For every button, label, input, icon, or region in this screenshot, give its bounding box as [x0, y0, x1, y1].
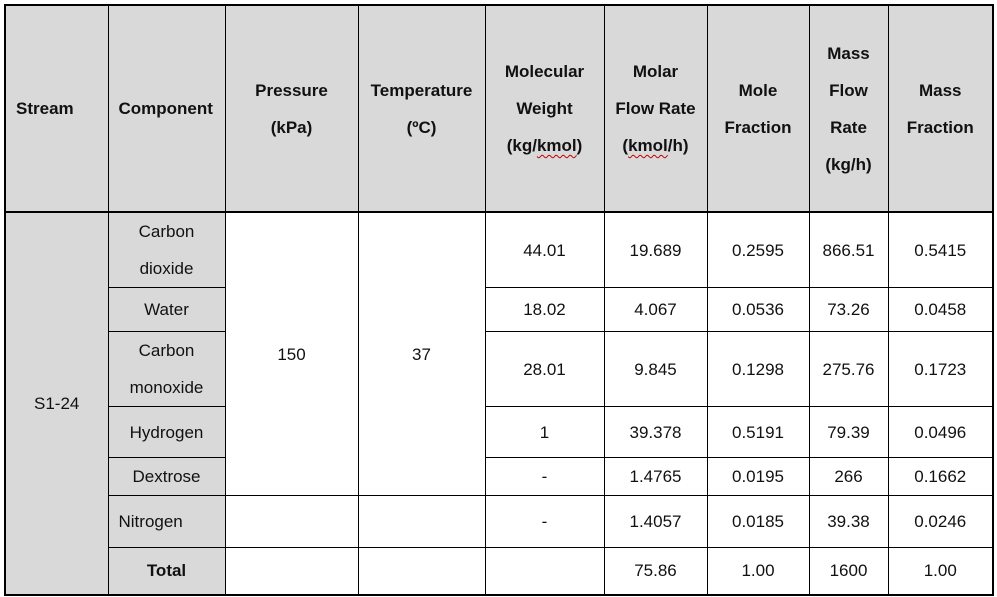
mw-cell: -: [485, 458, 604, 496]
mass-fraction-cell: 0.1723: [888, 332, 993, 407]
total-mass-fraction: 1.00: [888, 548, 993, 595]
molar-flow-cell: 19.689: [604, 212, 707, 288]
header-pressure: Pressure (kPa): [225, 5, 358, 212]
stream-table: [4, 4, 994, 596]
header-mass-flow-rate: Mass Flow Rate (kg/h): [809, 5, 888, 212]
table-row: [5, 458, 993, 496]
table-row: [5, 288, 993, 332]
molar-flow-cell: 1.4765: [604, 458, 707, 496]
header-row: [5, 5, 993, 212]
header-temperature: Temperature (ºC): [358, 5, 485, 212]
mw-cell: -: [485, 496, 604, 548]
total-mole-fraction: 1.00: [707, 548, 809, 595]
component-cell: Carbon monoxide: [108, 332, 225, 407]
header-mole-fraction: Mole Fraction: [707, 5, 809, 212]
table-row: [5, 212, 993, 288]
mass-flow-cell: 39.38: [809, 496, 888, 548]
pressure-cell: 150: [225, 212, 358, 496]
component-cell: Water: [108, 288, 225, 332]
mass-flow-cell: 866.51: [809, 212, 888, 288]
mole-fraction-cell: 0.0185: [707, 496, 809, 548]
total-pressure-empty: [225, 548, 358, 595]
component-cell: Nitrogen: [108, 496, 225, 548]
temperature-cell-empty: [358, 496, 485, 548]
component-cell: Dextrose: [108, 458, 225, 496]
header-component: Component: [108, 5, 225, 212]
stream-id-cell: S1-24: [5, 212, 108, 595]
molar-flow-cell: 39.378: [604, 407, 707, 458]
mole-fraction-cell: 0.1298: [707, 332, 809, 407]
table-row: [5, 332, 993, 407]
mass-fraction-cell: 0.1662: [888, 458, 993, 496]
total-row: [5, 548, 993, 595]
header-molecular-weight: Molecular Weight (kg/kmol): [485, 5, 604, 212]
mass-flow-cell: 275.76: [809, 332, 888, 407]
pressure-cell-empty: [225, 496, 358, 548]
temperature-cell: 37: [358, 212, 485, 496]
mole-fraction-cell: 0.0536: [707, 288, 809, 332]
header-molar-flow-rate: Molar Flow Rate (kmol/h): [604, 5, 707, 212]
component-cell: Carbon dioxide: [108, 212, 225, 288]
mw-cell: 44.01: [485, 212, 604, 288]
total-mass-flow: 1600: [809, 548, 888, 595]
mass-fraction-cell: 0.5415: [888, 212, 993, 288]
mw-cell: 1: [485, 407, 604, 458]
mole-fraction-cell: 0.2595: [707, 212, 809, 288]
mass-fraction-cell: 0.0458: [888, 288, 993, 332]
molar-flow-cell: 9.845: [604, 332, 707, 407]
total-label: Total: [108, 548, 225, 595]
mw-cell: 28.01: [485, 332, 604, 407]
header-stream: Stream: [5, 5, 108, 212]
total-temperature-empty: [358, 548, 485, 595]
molar-flow-cell: 4.067: [604, 288, 707, 332]
table-row: [5, 407, 993, 458]
molar-flow-cell: 1.4057: [604, 496, 707, 548]
component-cell: Hydrogen: [108, 407, 225, 458]
total-mw-empty: [485, 548, 604, 595]
header-mass-fraction: Mass Fraction: [888, 5, 993, 212]
mass-flow-cell: 73.26: [809, 288, 888, 332]
mass-flow-cell: 266: [809, 458, 888, 496]
mw-cell: 18.02: [485, 288, 604, 332]
mass-flow-cell: 79.39: [809, 407, 888, 458]
mass-fraction-cell: 0.0246: [888, 496, 993, 548]
table-row: [5, 496, 993, 548]
mole-fraction-cell: 0.0195: [707, 458, 809, 496]
mass-fraction-cell: 0.0496: [888, 407, 993, 458]
total-molar-flow: 75.86: [604, 548, 707, 595]
mole-fraction-cell: 0.5191: [707, 407, 809, 458]
